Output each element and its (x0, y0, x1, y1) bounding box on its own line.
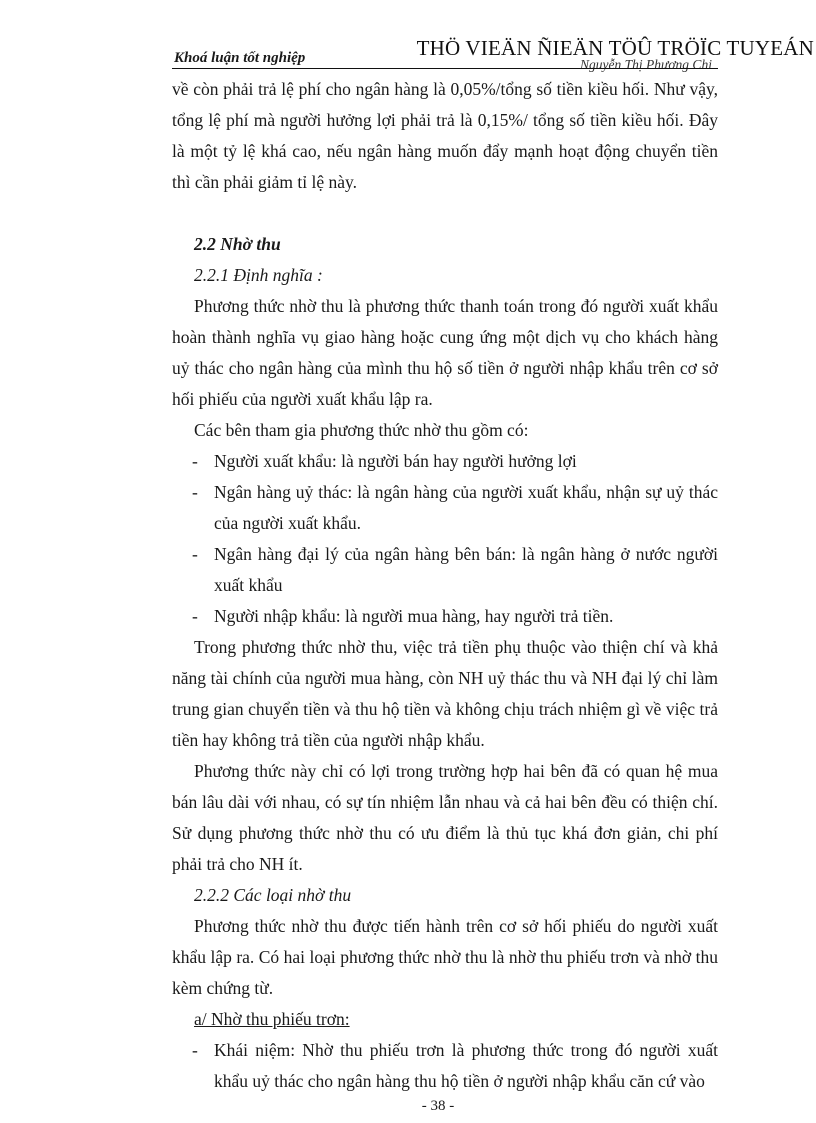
list-item (172, 601, 718, 632)
paragraph-intro: về còn phải trả lệ phí cho ngân hàng là 0,05%/tổng số tiền kiều hối. Như vậy, tổng lệ phí mà người hưởng lợi phải trả là 0,15%/ tổng số tiền kiều hối. Đây là một tỷ lệ khá cao, nếu ngân hàng muốn đẩy mạnh hoạt động chuyển tiền thì cần phải giảm tỉ lệ này. (172, 79, 718, 192)
paragraph-role: Trong phương thức nhờ thu, việc trả tiền phụ thuộc vào thiện chí và khả năng tài chính của người mua hàng, còn NH uỷ thác thu và NH đại lý chỉ làm trung gian chuyển tiền và thu hộ tiền và không chịu trách nhiệm gì về việc trả tiền hay không trả tiền của người nhập khẩu. (172, 637, 718, 750)
list-item-text: Khái niệm: Nhờ thu phiếu trơn là phương thức trong đó người xuất khẩu uỷ thác cho ngân hàng thu hộ tiền ở người nhập khẩu căn cứ vào (214, 1040, 718, 1091)
list-bullet: - (192, 482, 198, 502)
heading-2-2-1: 2.2.1 Định nghĩa : (194, 265, 323, 285)
paragraph-parties-intro: Các bên tham gia phương thức nhờ thu gồm có: (194, 420, 529, 440)
page-number: - 38 - (421, 1098, 455, 1114)
heading-2-2: 2.2 Nhờ thu (194, 234, 281, 254)
paragraph-benefit: Phương thức này chỉ có lợi trong trường hợp hai bên đã có quan hệ mua bán lâu dài với nhau, có sự tín nhiệm lẫn nhau và cả hai bên đều có thiện chí. Sử dụng phương thức nhờ thu có ưu điểm là thủ tục khá đơn giản, chi phí phải trả cho NH ít. (172, 761, 718, 874)
list-item (172, 446, 718, 477)
list-item-text: Ngân hàng uỷ thác: là ngân hàng của người xuất khẩu, nhận sự uỷ thác của người xuất khẩu. (214, 482, 718, 533)
list-bullet: - (192, 451, 198, 471)
heading-2-2-2: 2.2.2 Các loại nhờ thu (194, 885, 352, 905)
list-bullet: - (192, 544, 198, 564)
paragraph-types: Phương thức nhờ thu được tiến hành trên cơ sở hối phiếu do người xuất khẩu lập ra. Có hai loại phương thức nhờ thu là nhờ thu phiếu trơn và nhờ thu kèm chứng từ. (172, 916, 718, 998)
page-body (172, 74, 718, 1097)
list-item (172, 477, 718, 539)
list-item-text: Ngân hàng đại lý của ngân hàng bên bán: là ngân hàng ở nước người xuất khẩu (214, 544, 718, 595)
header-author-name: Nguyễn Thị Phương Chi (580, 57, 712, 72)
header-divider (172, 68, 718, 69)
list-item (172, 1035, 718, 1097)
header-thesis-label: Khoá luận tốt nghiệp (174, 50, 306, 66)
list-item (172, 539, 718, 601)
list-bullet: - (192, 1040, 198, 1060)
list-bullet: - (192, 606, 198, 626)
watermark-banner: THÖ VIEÄN ÑIEÄN TÖÛ TRÖÏC TUYEÁN (416, 36, 814, 60)
spacer (172, 198, 718, 229)
heading-a-clean-collection (172, 1004, 718, 1035)
paragraph-definition: Phương thức nhờ thu là phương thức thanh toán trong đó người xuất khẩu hoàn thành nghĩa vụ giao hàng hoặc cung ứng một dịch vụ cho khách hàng uỷ thác cho ngân hàng của mình thu hộ số tiền ở người nhập khẩu trên cơ sở hối phiếu của người xuất khẩu lập ra. (172, 296, 718, 409)
heading-a-text: a/ Nhờ thu phiếu trơn: (194, 1009, 350, 1029)
list-item-text: Người nhập khẩu: là người mua hàng, hay người trả tiền. (214, 606, 614, 626)
list-item-text: Người xuất khẩu: là người bán hay người hưởng lợi (214, 451, 577, 471)
